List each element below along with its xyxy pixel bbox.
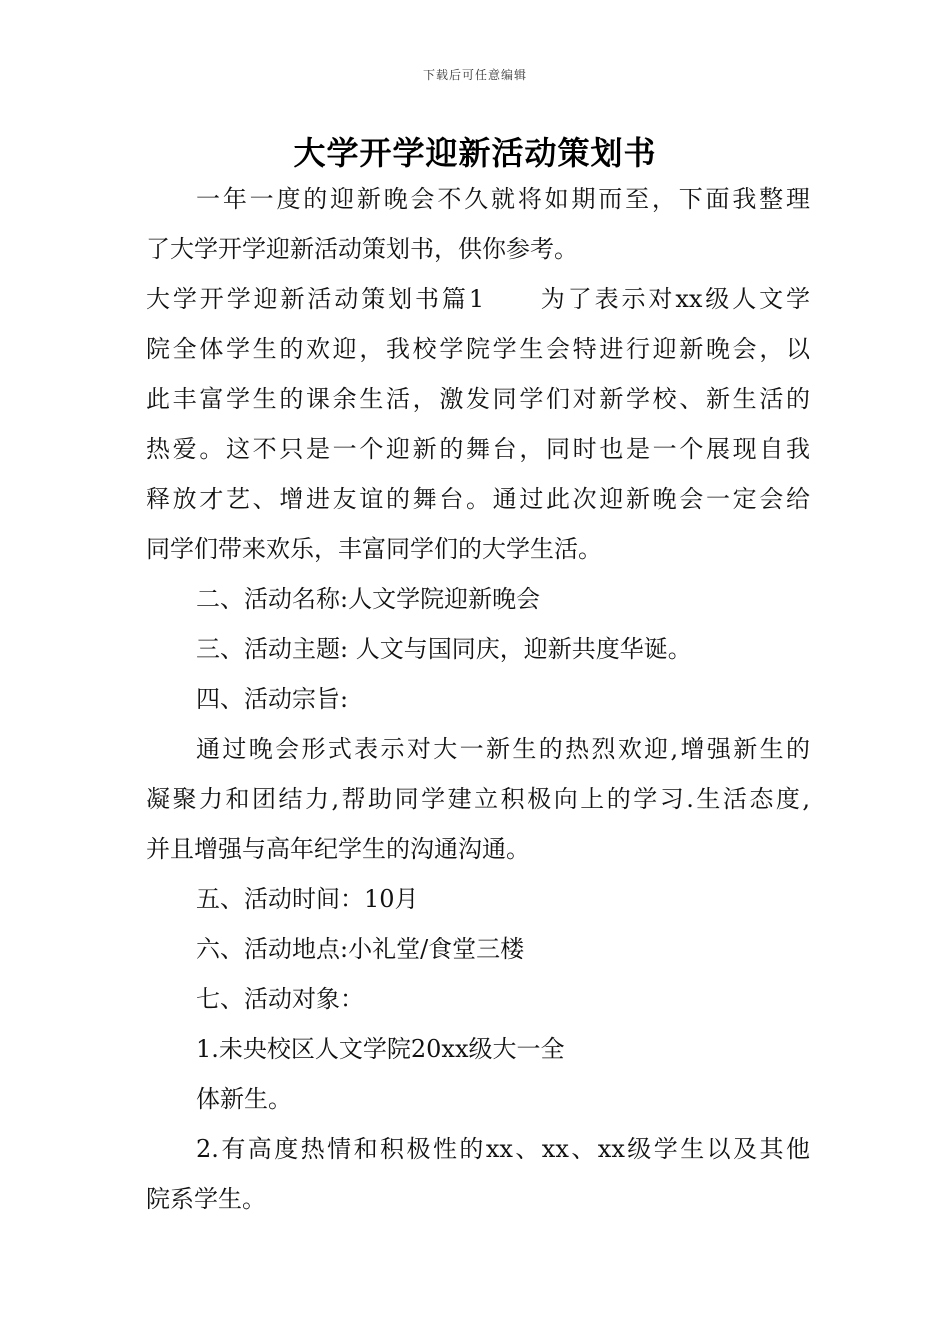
paragraph-line: 此丰富学生的课余生活，激发同学们对新学校、新生活的 xyxy=(146,385,810,413)
paragraph-line: 热爱。这不只是一个迎新的舞台，同时也是一个展现自我 xyxy=(146,435,810,463)
activity-name-line: 二、活动名称:人文学院迎新晚会 xyxy=(196,585,541,613)
activity-theme-line: 三、活动主题: 人文与国同庆，迎新共度华诞。 xyxy=(196,635,692,663)
activity-time-line: 五、活动时间：10月 xyxy=(196,885,419,913)
audience-item-2: 2.有高度热情和积极性的xx、xx、xx级学生以及其他 xyxy=(196,1135,810,1163)
audience-item-2-continued: 院系学生。 xyxy=(146,1185,266,1213)
paragraph-line: 同学们带来欢乐，丰富同学们的大学生活。 xyxy=(146,535,602,563)
header-note: 下载后可任意编辑 xyxy=(422,68,527,82)
paragraph-line: 通过晚会形式表示对大一新生的热烈欢迎,增强新生的 xyxy=(196,735,810,763)
paragraph-line: 一年一度的迎新晚会不久就将如期而至，下面我整理 xyxy=(196,185,810,213)
paragraph-line: 凝聚力和团结力,帮助同学建立积极向上的学习.生活态度, xyxy=(146,785,810,813)
document-title: 大学开学迎新活动策划书 xyxy=(293,134,657,172)
paragraph-line: 释放才艺、增进友谊的舞台。通过此次迎新晚会一定会给 xyxy=(146,485,810,513)
activity-audience-heading: 七、活动对象： xyxy=(196,985,364,1013)
audience-item-1: 1.未央校区人文学院20xx级大一全 xyxy=(196,1035,565,1063)
paragraph-line: 并且增强与高年纪学生的沟通沟通。 xyxy=(146,835,530,863)
activity-purpose-heading: 四、活动宗旨: xyxy=(196,685,349,713)
paragraph-line: 了大学开学迎新活动策划书，供你参考。 xyxy=(146,235,578,263)
paragraph-line: 院全体学生的欢迎，我校学院学生会特进行迎新晚会，以 xyxy=(146,335,810,363)
paragraph-line: 大学开学迎新活动策划书篇1 为了表示对xx级人文学 xyxy=(146,285,810,313)
activity-location-line: 六、活动地点:小礼堂/食堂三楼 xyxy=(196,935,525,963)
audience-item-1-continued: 体新生。 xyxy=(196,1085,292,1113)
